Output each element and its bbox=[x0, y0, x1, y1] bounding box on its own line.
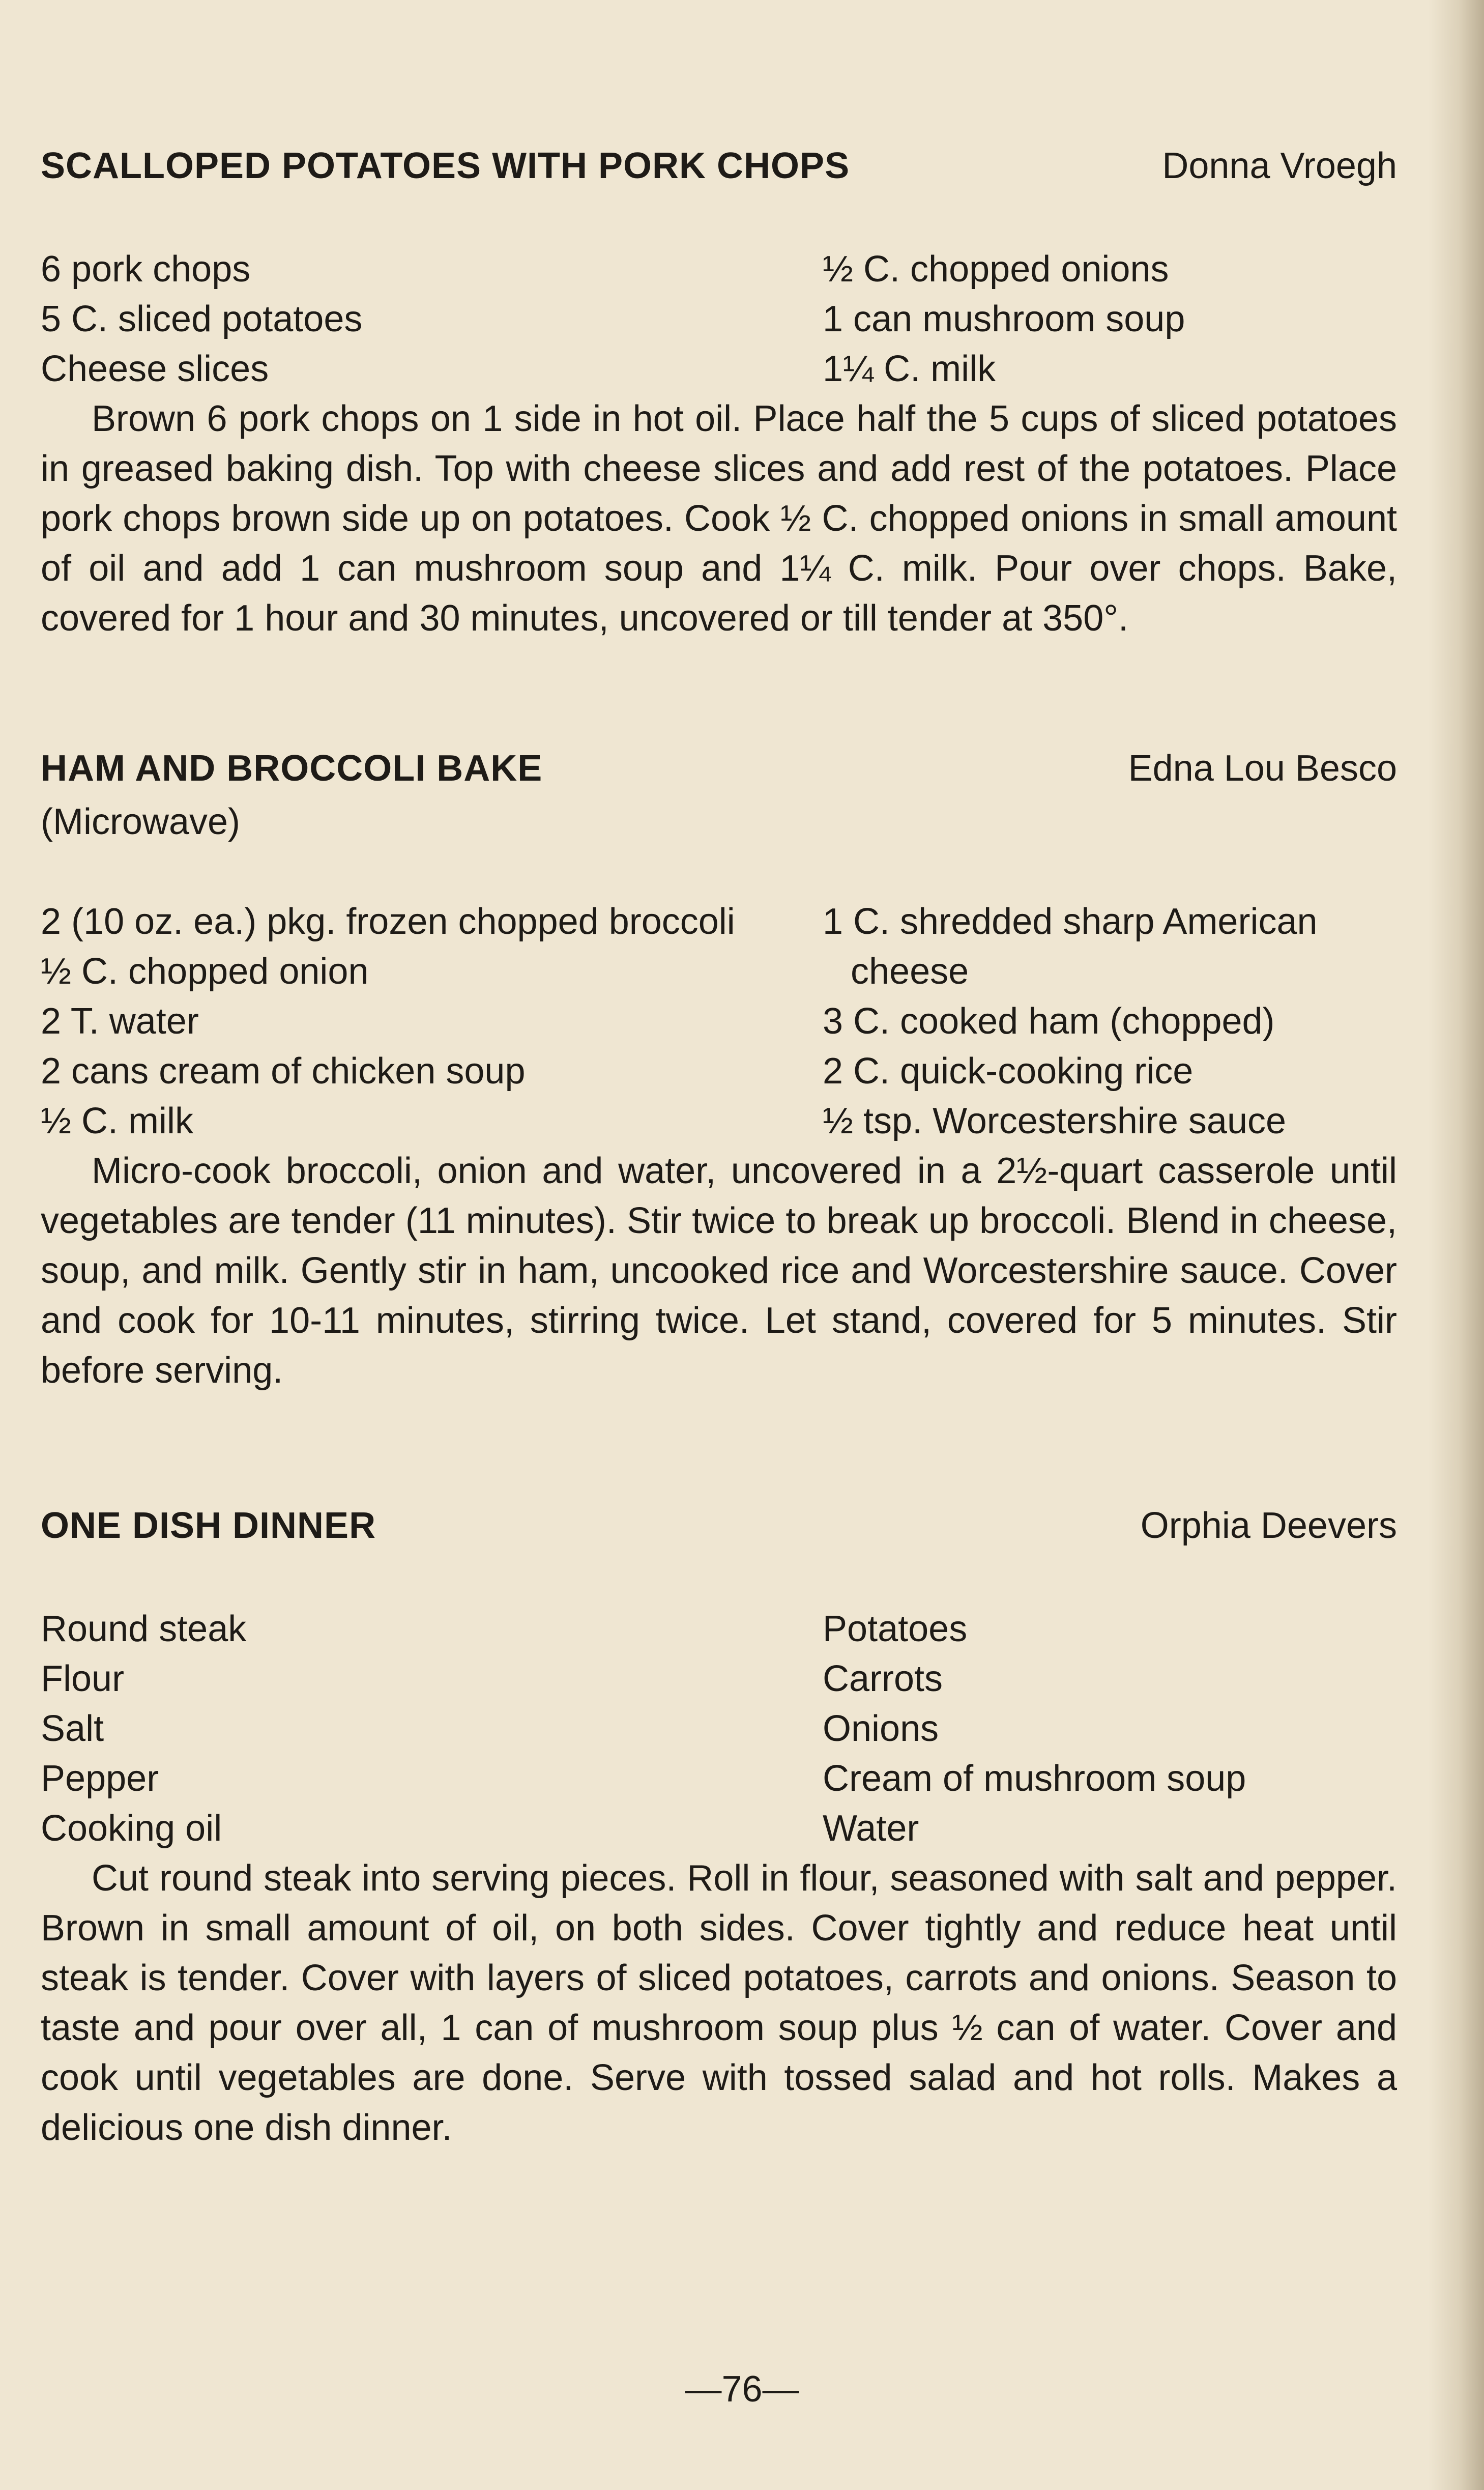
recipe-title: ONE DISH DINNER bbox=[41, 1505, 376, 1546]
ingredient: Cooking oil bbox=[41, 1808, 222, 1849]
ingredient-column-right bbox=[823, 897, 1397, 1146]
ingredient-continuation: cheese bbox=[851, 951, 969, 992]
ingredient: 2 cans cream of chicken soup bbox=[41, 1051, 526, 1092]
ingredient-column-right bbox=[823, 1604, 1397, 1853]
recipe-author: Orphia Deevers bbox=[1140, 1505, 1397, 1546]
ingredient: 3 C. cooked ham (chopped) bbox=[823, 1001, 1275, 1042]
ingredient: ½ C. chopped onion bbox=[41, 951, 369, 992]
spacer bbox=[41, 1395, 1397, 1497]
ingredient-column-right bbox=[823, 244, 1397, 394]
ingredient: Water bbox=[823, 1808, 919, 1849]
recipe-subtitle: (Microwave) bbox=[41, 802, 241, 842]
recipe-directions: Micro-cook broccoli, onion and water, uncovered in a 2½-quart casserole until vegetables are tender (11 minutes). Stir twice to break up broccoli. Blend in cheese, soup, and milk. Gently stir in ham, uncooked rice and Worcestershire sauce. Cover and cook for 10-11 minutes, stirring twice. Let stand, covered for 5 minutes. Stir before serving. bbox=[41, 1151, 1397, 1391]
ingredient-column-left bbox=[41, 244, 823, 394]
recipe-author: Donna Vroegh bbox=[1162, 146, 1397, 186]
recipe-one-dish-dinner bbox=[41, 1497, 1397, 2153]
ingredient: ½ C. chopped onions bbox=[823, 249, 1169, 290]
spacer bbox=[41, 1554, 1397, 1604]
ingredient-column-left bbox=[41, 1604, 823, 1853]
ingredient: Flour bbox=[41, 1658, 125, 1699]
ingredient: 5 C. sliced potatoes bbox=[41, 299, 363, 339]
ingredient: ½ C. milk bbox=[41, 1101, 194, 1141]
recipe-directions: Brown 6 pork chops on 1 side in hot oil. Place half the 5 cups of sliced potatoes in greased baking dish. Top with cheese slices and add rest of the potatoes. Place pork chops brown side up on potatoes. Cook ½ C. chopped onions in small amount of oil and add 1 can mushroom soup and 1¼ C. milk. Pour over chops. Bake, covered for 1 hour and 30 minutes, uncovered or till tender at 350°. bbox=[41, 398, 1397, 639]
ingredient: 1 C. shredded sharp American bbox=[823, 901, 1318, 942]
ingredient: 2 (10 oz. ea.) pkg. frozen chopped broccoli bbox=[41, 901, 735, 942]
ingredient: Potatoes bbox=[823, 1609, 968, 1649]
ingredient: 1¼ C. milk bbox=[823, 349, 996, 389]
spacer bbox=[41, 194, 1397, 244]
ingredient: Onions bbox=[823, 1708, 939, 1749]
ingredient: Round steak bbox=[41, 1609, 247, 1649]
ingredient: Carrots bbox=[823, 1658, 943, 1699]
ingredient: 1 can mushroom soup bbox=[823, 299, 1185, 339]
ingredient-list bbox=[41, 244, 1397, 394]
page-edge-shadow bbox=[1428, 0, 1484, 2490]
ingredient: Cream of mushroom soup bbox=[823, 1758, 1246, 1799]
recipe-scalloped-potatoes bbox=[41, 137, 1397, 643]
spacer bbox=[41, 847, 1397, 897]
spacer bbox=[41, 643, 1397, 740]
ingredient: ½ tsp. Worcestershire sauce bbox=[823, 1101, 1287, 1141]
ingredient-list bbox=[41, 897, 1397, 1146]
ingredient: 2 T. water bbox=[41, 1001, 199, 1042]
ingredient: 2 C. quick-cooking rice bbox=[823, 1051, 1194, 1092]
page-number: —76— bbox=[685, 2369, 799, 2410]
cookbook-page bbox=[41, 137, 1397, 2153]
recipe-header bbox=[41, 740, 1397, 797]
recipe-directions: Cut round steak into serving pieces. Roll in flour, seasoned with salt and pepper. Brown in small amount of oil, on both sides. Cover tightly and reduce heat until steak is tender. Cover with layers of sliced potatoes, carrots and onions. Season to taste and pour over all, 1 can of mushroom soup plus ½ can of water. Cover and cook until vegetables are done. Serve with tossed salad and hot rolls. Makes a delicious one dish dinner. bbox=[41, 1858, 1397, 2148]
ingredient: Pepper bbox=[41, 1758, 159, 1799]
recipe-header bbox=[41, 1497, 1397, 1554]
recipe-ham-broccoli-bake bbox=[41, 740, 1397, 1395]
recipe-author: Edna Lou Besco bbox=[1128, 748, 1397, 789]
recipe-header bbox=[41, 137, 1397, 194]
ingredient: 6 pork chops bbox=[41, 249, 251, 290]
recipe-title: HAM AND BROCCOLI BAKE bbox=[41, 748, 543, 789]
ingredient: Cheese slices bbox=[41, 349, 269, 389]
recipe-title: SCALLOPED POTATOES WITH PORK CHOPS bbox=[41, 146, 850, 186]
ingredient-column-left bbox=[41, 897, 823, 1146]
ingredient-list bbox=[41, 1604, 1397, 1853]
ingredient: Salt bbox=[41, 1708, 104, 1749]
